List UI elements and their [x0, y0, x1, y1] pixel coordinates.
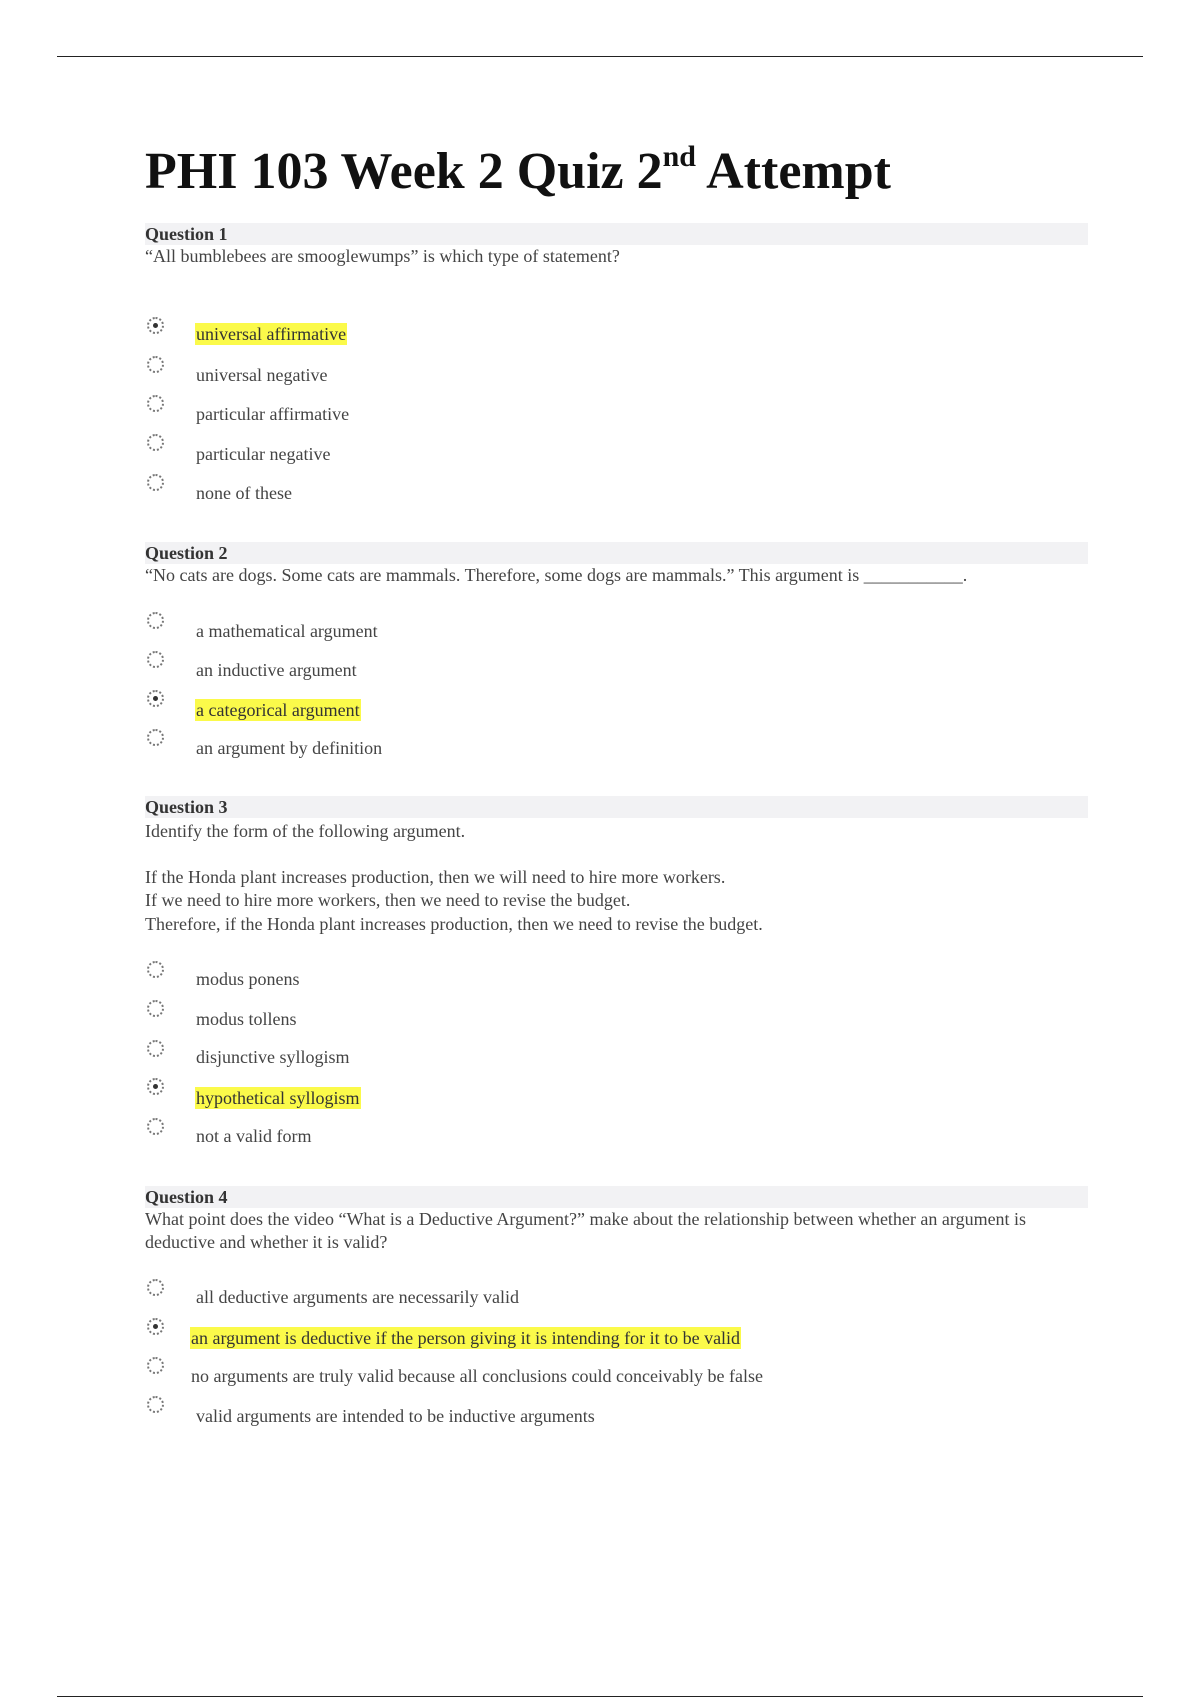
question-3-line-1: If the Honda plant increases production, then we will need to hire more workers.: [145, 867, 726, 887]
question-2-text: “No cats are dogs. Some cats are mammals. Therefore, some dogs are mammals.” This argument is ___________.: [145, 565, 968, 585]
q4-option-3-label: no arguments are truly valid because all conclusions could conceivably be false: [191, 1366, 763, 1386]
question-1-header: Question 1: [145, 223, 1088, 245]
bottom-rule: [57, 1696, 1143, 1697]
question-3-line-2: If we need to hire more workers, then we need to revise the budget.: [145, 890, 631, 910]
q1-option-5-label: none of these: [196, 483, 292, 503]
q3-option-3-label: disjunctive syllogism: [196, 1047, 350, 1067]
q1-option-2-label: universal negative: [196, 365, 328, 385]
q2-option-4-label: an argument by definition: [196, 738, 383, 758]
q4-option-2-label: an argument is deductive if the person giving it is intending for it to be valid: [191, 1328, 741, 1348]
q4-option-1-label: all deductive arguments are necessarily valid: [196, 1287, 520, 1307]
q1-option-2-radio[interactable]: [147, 356, 164, 373]
q1-option-3-radio[interactable]: [147, 395, 164, 412]
q3-option-1-radio[interactable]: [147, 961, 164, 978]
q3-option-4-label: hypothetical syllogism: [196, 1088, 360, 1108]
q3-option-5-label: not a valid form: [196, 1126, 312, 1146]
q4-option-2-radio[interactable]: [147, 1318, 164, 1335]
top-rule: [57, 56, 1143, 57]
question-2-header: Question 2: [145, 542, 1088, 564]
question-4-text: What point does the video “What is a Deductive Argument?” make about the relationship between whether an argument is deductive and whether it is valid?: [145, 1209, 1027, 1252]
q2-option-1-label: a mathematical argument: [196, 621, 378, 641]
q2-option-3-radio[interactable]: [147, 690, 164, 707]
q2-option-2-label: an inductive argument: [196, 660, 357, 680]
q2-option-4-radio[interactable]: [147, 729, 164, 746]
q3-option-1-label: modus ponens: [196, 969, 300, 989]
question-1-text: “All bumblebees are smooglewumps” is which type of statement?: [145, 246, 620, 266]
q3-option-4-radio[interactable]: [147, 1078, 164, 1095]
q1-option-1-label: universal affirmative: [196, 324, 347, 344]
question-3-text: Identify the form of the following argument.: [145, 821, 466, 841]
page-title: PHI 103 Week 2 Quiz 2nd Attempt: [145, 140, 891, 200]
question-4-header: Question 4: [145, 1186, 1088, 1208]
question-3-line-3: Therefore, if the Honda plant increases production, then we need to revise the budget.: [145, 914, 763, 934]
q2-option-2-radio[interactable]: [147, 651, 164, 668]
q1-option-3-label: particular affirmative: [196, 404, 350, 424]
question-3-header: Question 3: [145, 796, 1088, 818]
q2-option-1-radio[interactable]: [147, 612, 164, 629]
q4-option-4-radio[interactable]: [147, 1396, 164, 1413]
q4-option-1-radio[interactable]: [147, 1279, 164, 1296]
q1-option-5-radio[interactable]: [147, 474, 164, 491]
q1-option-4-label: particular negative: [196, 444, 331, 464]
q1-option-4-radio[interactable]: [147, 434, 164, 451]
q3-option-5-radio[interactable]: [147, 1118, 164, 1135]
q3-option-3-radio[interactable]: [147, 1040, 164, 1057]
q2-option-3-label: a categorical argument: [196, 700, 360, 720]
q4-option-4-label: valid arguments are intended to be inductive arguments: [196, 1406, 595, 1426]
q1-option-1-radio[interactable]: [147, 317, 164, 334]
q4-option-3-radio[interactable]: [147, 1357, 164, 1374]
q3-option-2-radio[interactable]: [147, 1000, 164, 1017]
q3-option-2-label: modus tollens: [196, 1009, 297, 1029]
